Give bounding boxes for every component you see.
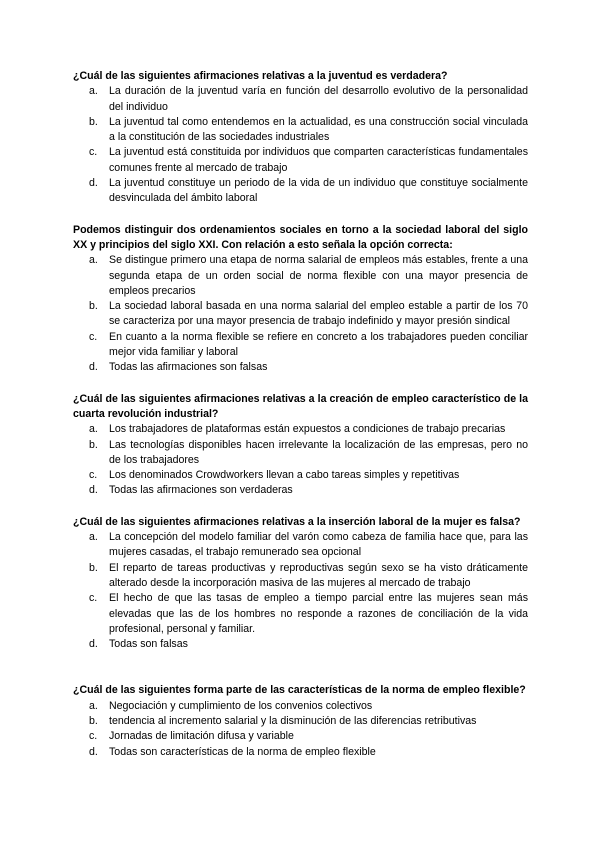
option-text: La sociedad laboral basada en una norma salarial del empleo estable a partir de los 70 se caracteriza por una mayor presencia de trabajo indefinido y mayor presión sindical — [109, 300, 528, 328]
option-d — [73, 176, 528, 207]
option-text: Las tecnologías disponibles hacen irrelevante la localización de las empresas, pero no de los trabajadores — [109, 438, 528, 466]
option-marker: a. — [89, 254, 98, 267]
option-marker: a. — [89, 85, 98, 98]
question-text: ¿Cuál de las siguientes afirmaciones relativas a la creación de empleo característico de la cuarta revolución industrial? — [73, 392, 528, 420]
option-marker: b. — [89, 115, 98, 128]
question-text: ¿Cuál de las siguientes afirmaciones relativas a la juventud es verdadera? — [73, 70, 448, 82]
option-a — [73, 253, 528, 299]
option-b — [73, 714, 528, 729]
option-d — [73, 637, 528, 652]
option-a — [73, 422, 528, 437]
option-marker: c. — [89, 469, 98, 482]
option-text: Se distingue primero una etapa de norma salarial de empleos más estables, frente a una segunda etapa de un orden social de norma flexible con una mayor presencia de empleos precarios — [109, 254, 528, 297]
option-text: La duración de la juventud varía en función del desarrollo evolutivo de la personalidad del individuo — [109, 85, 528, 113]
option-marker: b. — [89, 438, 98, 451]
option-a — [73, 699, 528, 714]
question-4 — [73, 515, 528, 653]
options-list — [73, 422, 528, 498]
option-a — [73, 84, 528, 115]
option-text: La concepción del modelo familiar del varón como cabeza de familia hace que, para las mujeres casadas, el trabajo remunerado sea opcional — [109, 531, 528, 559]
option-marker: c. — [89, 730, 98, 743]
option-marker: c. — [89, 146, 98, 159]
option-c — [73, 591, 528, 637]
option-marker: b. — [89, 300, 98, 313]
option-marker: d. — [89, 177, 98, 190]
option-text: Todas son características de la norma de empleo flexible — [109, 745, 376, 758]
option-text: En cuanto a la norma flexible se refiere en concreto a los trabajadores pueden conciliar mejor vida familiar y laboral — [109, 330, 528, 359]
options-list — [73, 84, 528, 206]
option-text: La juventud constituye un periodo de la vida de un individuo que constituye socialmente desvinculada del ámbito laboral — [109, 177, 528, 205]
option-c — [73, 330, 528, 361]
option-text: Negociación y cumplimiento de los convenios colectivos — [109, 699, 373, 712]
option-text: Los trabajadores de plataformas están expuestos a condiciones de trabajo precarias — [109, 423, 506, 436]
question-text: Podemos distinguir dos ordenamientos sociales en torno a la sociedad laboral del siglo XX y principios del siglo XXI. Con relación a esto señala la opción correcta: — [73, 223, 528, 251]
option-text: El reparto de tareas productivas y reproductivas según sexo se ha visto dráticamente alterado desde la incorporación masiva de las mujeres al mercado de trabajo — [109, 561, 528, 589]
option-text: Jornadas de limitación difusa y variable — [109, 730, 294, 743]
option-text: Todas las afirmaciones son falsas — [109, 361, 268, 374]
option-text: Los denominados Crowdworkers llevan a cabo tareas simples y repetitivas — [109, 469, 460, 482]
question-1 — [73, 69, 528, 207]
option-marker: c. — [89, 592, 98, 605]
option-d — [73, 745, 528, 760]
option-c — [73, 145, 528, 176]
option-text: La juventud tal como entendemos en la actualidad, es una construcción social vinculada a la constitución de las sociedades industriales — [109, 115, 528, 144]
question-2 — [73, 223, 528, 376]
option-c — [73, 729, 528, 744]
option-d — [73, 483, 528, 498]
options-list — [73, 530, 528, 652]
option-b — [73, 299, 528, 330]
option-marker: c. — [89, 330, 98, 343]
option-b — [73, 438, 528, 469]
option-text: La juventud está constituida por individuos que comparten características fundamentales comunes frente al mercado de trabajo — [109, 146, 528, 174]
option-marker: b. — [89, 561, 98, 574]
option-c — [73, 468, 528, 483]
option-text: Todas las afirmaciones son verdaderas — [109, 484, 293, 497]
option-a — [73, 530, 528, 561]
option-text: El hecho de que las tasas de empleo a tiempo parcial entre las mujeres sean más elevadas que las de los hombres no responde a razones de conciliación de la vida profesional, personal y familiar. — [109, 592, 528, 635]
option-marker: a. — [89, 423, 98, 436]
option-marker: a. — [89, 699, 98, 712]
option-marker: b. — [89, 714, 98, 727]
options-list — [73, 699, 528, 760]
question-text: ¿Cuál de las siguientes afirmaciones relativas a la inserción laboral de la mujer es falsa? — [73, 515, 521, 528]
question-5 — [73, 683, 528, 759]
option-marker: d. — [89, 484, 98, 497]
option-marker: a. — [89, 531, 98, 544]
option-text: Todas son falsas — [109, 638, 188, 651]
option-d — [73, 360, 528, 375]
question-text: ¿Cuál de las siguientes forma parte de las características de la norma de empleo flexible? — [73, 684, 526, 697]
option-b — [73, 561, 528, 592]
option-marker: d. — [89, 638, 98, 651]
options-list — [73, 253, 528, 375]
option-marker: d. — [89, 361, 98, 374]
question-3 — [73, 392, 528, 499]
option-marker: d. — [89, 745, 98, 758]
option-text: tendencia al incremento salarial y la disminución de las diferencias retributivas — [109, 714, 477, 727]
option-b — [73, 115, 528, 146]
